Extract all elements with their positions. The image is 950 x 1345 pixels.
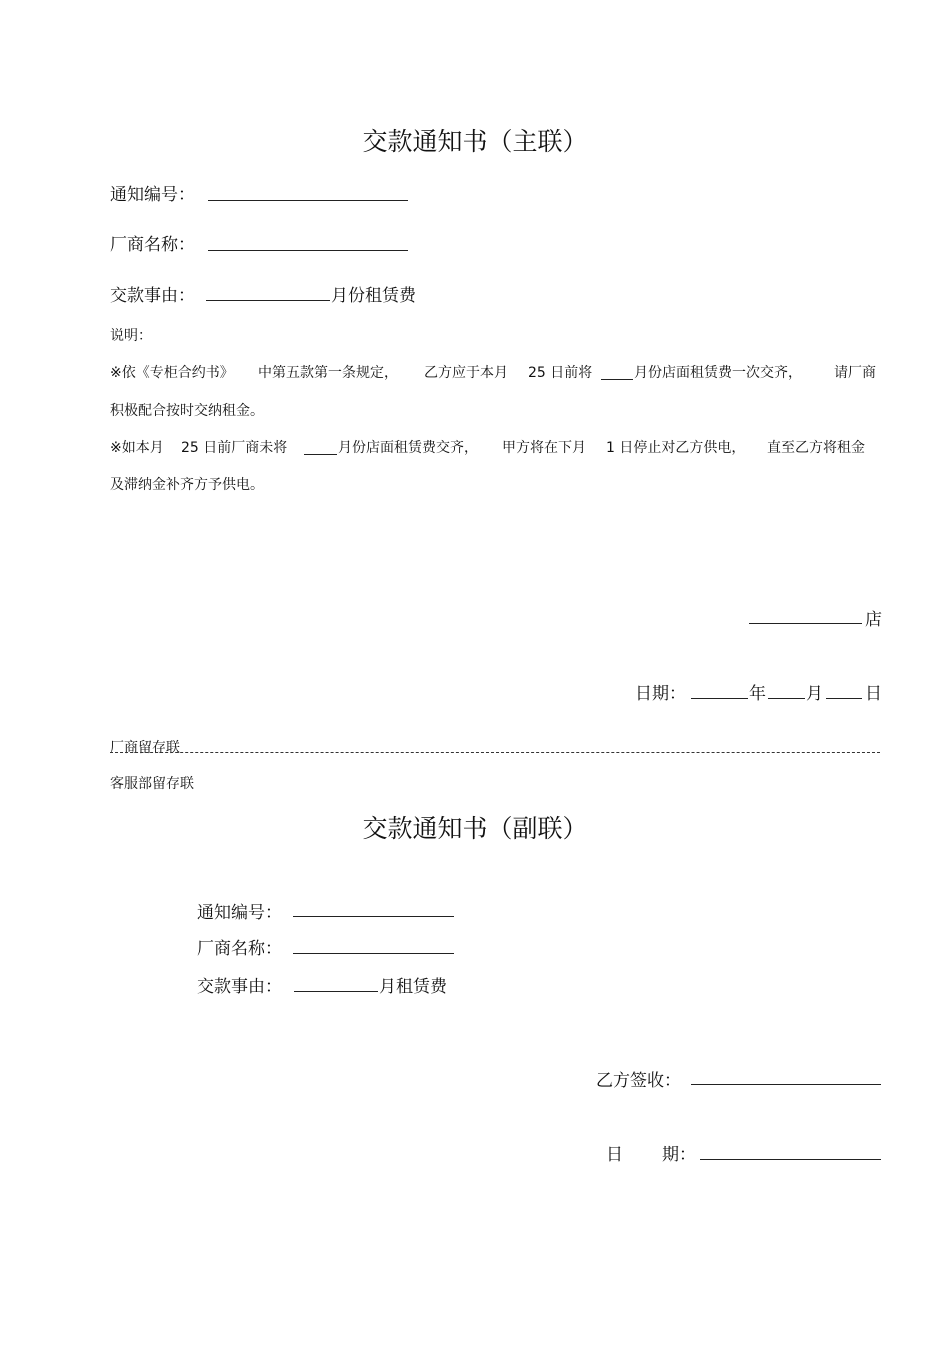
copy-vendor-name-field[interactable] <box>293 953 454 954</box>
note2-part-f: 直至乙方将租金 <box>767 440 865 456</box>
copy-notice-number-label: 通知编号： <box>197 903 282 923</box>
note1-part-c: 乙方应于本月 <box>424 365 508 381</box>
service-stub-label: 客服部留存联 <box>110 776 194 792</box>
note1-part-b: 中第五款第一条规定， <box>258 365 398 381</box>
store-suffix: 店 <box>865 610 882 630</box>
vendor-stub-label: 厂商留存联 <box>110 740 180 756</box>
note1-month-blank[interactable] <box>601 379 633 380</box>
date-month-field[interactable] <box>768 698 805 699</box>
vendor-name-label: 厂商名称： <box>110 235 195 255</box>
note1-part-e: 月份店面租赁费一次交齐， <box>634 365 802 381</box>
note1-line2: 积极配合按时交纳租金。 <box>110 403 264 419</box>
vendor-name-field[interactable] <box>208 250 408 251</box>
note2-part-c: 月份店面租赁费交齐， <box>338 440 478 456</box>
notice-number-field[interactable] <box>208 200 408 201</box>
note2-part-a: ※如本月 <box>110 440 164 456</box>
note-title: 说明： <box>110 328 152 344</box>
note2-part-e: 1 日停止对乙方供电， <box>606 440 746 456</box>
copy-date-field[interactable] <box>700 1159 881 1160</box>
note2-month-blank[interactable] <box>304 454 337 455</box>
date-month-label: 月 <box>806 684 823 704</box>
copy-date-label-char1: 日 <box>606 1145 623 1165</box>
copy-payment-reason-label: 交款事由： <box>197 977 282 997</box>
note1-part-a: ※依《专柜合约书》 <box>110 365 234 381</box>
payment-reason-label: 交款事由： <box>110 286 195 306</box>
payment-reason-field[interactable] <box>206 300 330 301</box>
date-day-label: 日 <box>865 684 882 704</box>
payment-reason-suffix: 月份租赁费 <box>331 286 416 306</box>
signature-field[interactable] <box>691 1084 881 1085</box>
copy-notice-number-field[interactable] <box>293 916 454 917</box>
copy-date-label-char2: 期： <box>662 1145 696 1165</box>
note1-part-d: 25 日前将 <box>528 365 593 381</box>
tear-line <box>110 752 880 753</box>
date-label: 日期： <box>635 684 686 704</box>
copy-title: 交款通知书（副联） <box>362 814 588 843</box>
note1-part-f: 请厂商 <box>834 365 876 381</box>
date-day-field[interactable] <box>826 698 862 699</box>
note2-line2: 及滞纳金补齐方予供电。 <box>110 477 264 493</box>
date-year-field[interactable] <box>691 698 748 699</box>
copy-payment-reason-suffix: 月租赁费 <box>379 977 447 997</box>
notice-number-label: 通知编号： <box>110 185 195 205</box>
note2-part-b: 25 日前厂商未将 <box>181 440 288 456</box>
signature-label: 乙方签收： <box>596 1071 681 1091</box>
copy-vendor-name-label: 厂商名称： <box>197 939 282 959</box>
store-name-field[interactable] <box>749 623 862 624</box>
main-title: 交款通知书（主联） <box>362 127 588 156</box>
note2-part-d: 甲方将在下月 <box>502 440 586 456</box>
date-year-label: 年 <box>749 684 766 704</box>
copy-payment-reason-field[interactable] <box>294 991 378 992</box>
